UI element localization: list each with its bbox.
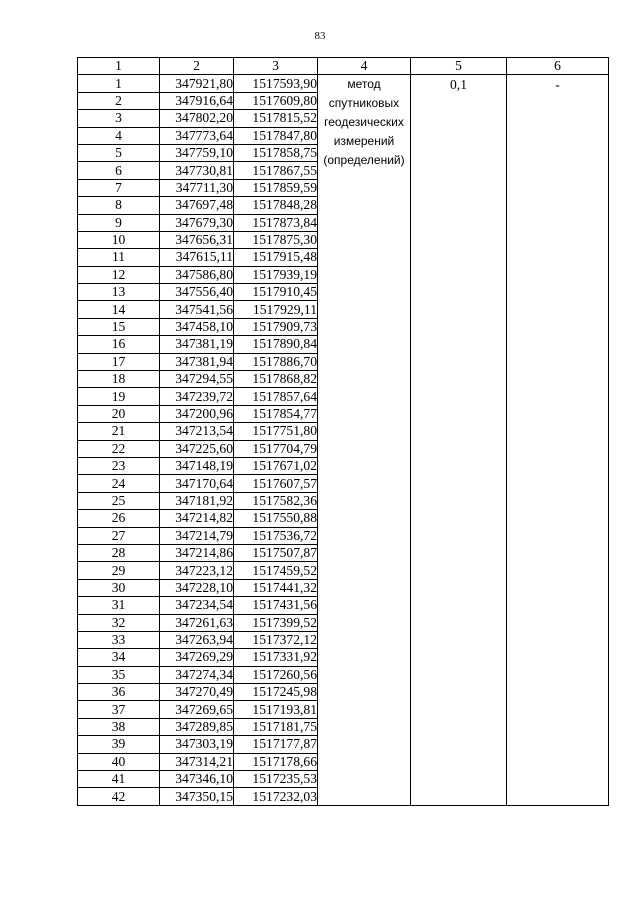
x-coordinate-cell: 347656,31 [160, 231, 234, 248]
y-coordinate-cell: 1517181,75 [234, 718, 318, 735]
point-number-cell: 2 [78, 92, 160, 109]
point-number-cell: 10 [78, 231, 160, 248]
y-coordinate-cell: 1517193,81 [234, 701, 318, 718]
point-number-cell: 36 [78, 684, 160, 701]
point-number-cell: 14 [78, 301, 160, 318]
y-coordinate-cell: 1517868,82 [234, 371, 318, 388]
point-number-cell: 19 [78, 388, 160, 405]
point-number-cell: 17 [78, 353, 160, 370]
point-number-cell: 6 [78, 162, 160, 179]
x-coordinate-cell: 347586,80 [160, 266, 234, 283]
table-row [78, 75, 609, 92]
x-coordinate-cell: 347274,34 [160, 666, 234, 683]
point-number-cell: 35 [78, 666, 160, 683]
point-number-cell: 25 [78, 492, 160, 509]
x-coordinate-cell: 347225,60 [160, 440, 234, 457]
column-6-value: - [555, 77, 560, 93]
y-coordinate-cell: 1517232,03 [234, 788, 318, 805]
x-coordinate-cell: 347314,21 [160, 753, 234, 770]
x-coordinate-cell: 347223,12 [160, 562, 234, 579]
point-number-cell: 11 [78, 249, 160, 266]
x-coordinate-cell: 347381,94 [160, 353, 234, 370]
y-coordinate-cell: 1517245,98 [234, 684, 318, 701]
x-coordinate-cell: 347802,20 [160, 110, 234, 127]
y-coordinate-cell: 1517886,70 [234, 353, 318, 370]
method-line: спутниковых [328, 96, 400, 111]
x-coordinate-cell: 347730,81 [160, 162, 234, 179]
y-coordinate-cell: 1517441,32 [234, 579, 318, 596]
y-coordinate-cell: 1517867,55 [234, 162, 318, 179]
y-coordinate-cell: 1517178,66 [234, 753, 318, 770]
point-number-cell: 21 [78, 423, 160, 440]
y-coordinate-cell: 1517815,52 [234, 110, 318, 127]
method-line: (определений) [323, 153, 405, 168]
coordinates-table [77, 57, 609, 806]
y-coordinate-cell: 1517910,45 [234, 284, 318, 301]
method-line: метод [347, 77, 381, 92]
x-coordinate-cell: 347200,96 [160, 405, 234, 422]
point-number-cell: 42 [78, 788, 160, 805]
x-coordinate-cell: 347234,54 [160, 597, 234, 614]
point-number-cell: 23 [78, 457, 160, 474]
y-coordinate-cell: 1517260,56 [234, 666, 318, 683]
header-cell: 3 [234, 58, 318, 75]
x-coordinate-cell: 347263,94 [160, 631, 234, 648]
y-coordinate-cell: 1517582,36 [234, 492, 318, 509]
x-coordinate-cell: 347679,30 [160, 214, 234, 231]
y-coordinate-cell: 1517858,75 [234, 144, 318, 161]
y-coordinate-cell: 1517536,72 [234, 527, 318, 544]
x-coordinate-cell: 347458,10 [160, 318, 234, 335]
x-coordinate-cell: 347759,10 [160, 144, 234, 161]
y-coordinate-cell: 1517235,53 [234, 771, 318, 788]
point-number-cell: 7 [78, 179, 160, 196]
x-coordinate-cell: 347269,29 [160, 649, 234, 666]
header-row [78, 58, 609, 75]
x-coordinate-cell: 347170,64 [160, 475, 234, 492]
point-number-cell: 9 [78, 214, 160, 231]
y-coordinate-cell: 1517875,30 [234, 231, 318, 248]
point-number-cell: 4 [78, 127, 160, 144]
point-number-cell: 24 [78, 475, 160, 492]
point-number-cell: 26 [78, 510, 160, 527]
x-coordinate-cell: 347181,92 [160, 492, 234, 509]
y-coordinate-cell: 1517859,59 [234, 179, 318, 196]
x-coordinate-cell: 347214,79 [160, 527, 234, 544]
x-coordinate-cell: 347228,10 [160, 579, 234, 596]
point-number-cell: 32 [78, 614, 160, 631]
point-number-cell: 22 [78, 440, 160, 457]
x-coordinate-cell: 347773,64 [160, 127, 234, 144]
point-number-cell: 29 [78, 562, 160, 579]
x-coordinate-cell: 347346,10 [160, 771, 234, 788]
point-number-cell: 5 [78, 144, 160, 161]
x-coordinate-cell: 347294,55 [160, 371, 234, 388]
y-coordinate-cell: 1517929,11 [234, 301, 318, 318]
y-coordinate-cell: 1517915,48 [234, 249, 318, 266]
x-coordinate-cell: 347269,65 [160, 701, 234, 718]
column-6-cell [507, 75, 609, 805]
point-number-cell: 12 [78, 266, 160, 283]
y-coordinate-cell: 1517431,56 [234, 597, 318, 614]
point-number-cell: 28 [78, 544, 160, 561]
x-coordinate-cell: 347697,48 [160, 197, 234, 214]
page-number: 83 [314, 30, 326, 42]
y-coordinate-cell: 1517671,02 [234, 457, 318, 474]
y-coordinate-cell: 1517609,80 [234, 92, 318, 109]
x-coordinate-cell: 347213,54 [160, 423, 234, 440]
y-coordinate-cell: 1517331,92 [234, 649, 318, 666]
x-coordinate-cell: 347615,11 [160, 249, 234, 266]
header-cell: 1 [78, 58, 160, 75]
point-number-cell: 3 [78, 110, 160, 127]
y-coordinate-cell: 1517939,19 [234, 266, 318, 283]
point-number-cell: 40 [78, 753, 160, 770]
accuracy-cell [411, 75, 507, 805]
table-body [78, 75, 609, 805]
accuracy-value: 0,1 [450, 77, 467, 93]
y-coordinate-cell: 1517909,73 [234, 318, 318, 335]
point-number-cell: 41 [78, 771, 160, 788]
point-number-cell: 16 [78, 336, 160, 353]
point-number-cell: 15 [78, 318, 160, 335]
header-cell: 6 [507, 58, 609, 75]
point-number-cell: 8 [78, 197, 160, 214]
y-coordinate-cell: 1517177,87 [234, 736, 318, 753]
point-number-cell: 1 [78, 75, 160, 92]
x-coordinate-cell: 347711,30 [160, 179, 234, 196]
y-coordinate-cell: 1517507,87 [234, 544, 318, 561]
point-number-cell: 33 [78, 631, 160, 648]
method-line: геодезических [324, 115, 404, 130]
point-number-cell: 38 [78, 718, 160, 735]
x-coordinate-cell: 347239,72 [160, 388, 234, 405]
header-cell: 2 [160, 58, 234, 75]
point-number-cell: 20 [78, 405, 160, 422]
y-coordinate-cell: 1517550,88 [234, 510, 318, 527]
x-coordinate-cell: 347921,80 [160, 75, 234, 92]
y-coordinate-cell: 1517751,80 [234, 423, 318, 440]
x-coordinate-cell: 347289,85 [160, 718, 234, 735]
y-coordinate-cell: 1517459,52 [234, 562, 318, 579]
y-coordinate-cell: 1517848,28 [234, 197, 318, 214]
x-coordinate-cell: 347556,40 [160, 284, 234, 301]
x-coordinate-cell: 347148,19 [160, 457, 234, 474]
x-coordinate-cell: 347350,15 [160, 788, 234, 805]
x-coordinate-cell: 347303,19 [160, 736, 234, 753]
y-coordinate-cell: 1517607,57 [234, 475, 318, 492]
y-coordinate-cell: 1517854,77 [234, 405, 318, 422]
x-coordinate-cell: 347270,49 [160, 684, 234, 701]
point-number-cell: 27 [78, 527, 160, 544]
x-coordinate-cell: 347381,19 [160, 336, 234, 353]
point-number-cell: 30 [78, 579, 160, 596]
x-coordinate-cell: 347916,64 [160, 92, 234, 109]
y-coordinate-cell: 1517873,84 [234, 214, 318, 231]
point-number-cell: 39 [78, 736, 160, 753]
method-line: измерений [333, 134, 395, 149]
x-coordinate-cell: 347214,86 [160, 544, 234, 561]
point-number-cell: 18 [78, 371, 160, 388]
x-coordinate-cell: 347541,56 [160, 301, 234, 318]
y-coordinate-cell: 1517593,90 [234, 75, 318, 92]
method-cell [318, 75, 411, 805]
y-coordinate-cell: 1517704,79 [234, 440, 318, 457]
y-coordinate-cell: 1517372,12 [234, 631, 318, 648]
x-coordinate-cell: 347214,82 [160, 510, 234, 527]
y-coordinate-cell: 1517890,84 [234, 336, 318, 353]
header-cell: 5 [411, 58, 507, 75]
y-coordinate-cell: 1517857,64 [234, 388, 318, 405]
point-number-cell: 31 [78, 597, 160, 614]
x-coordinate-cell: 347261,63 [160, 614, 234, 631]
point-number-cell: 37 [78, 701, 160, 718]
point-number-cell: 34 [78, 649, 160, 666]
header-cell: 4 [318, 58, 411, 75]
y-coordinate-cell: 1517847,80 [234, 127, 318, 144]
y-coordinate-cell: 1517399,52 [234, 614, 318, 631]
point-number-cell: 13 [78, 284, 160, 301]
